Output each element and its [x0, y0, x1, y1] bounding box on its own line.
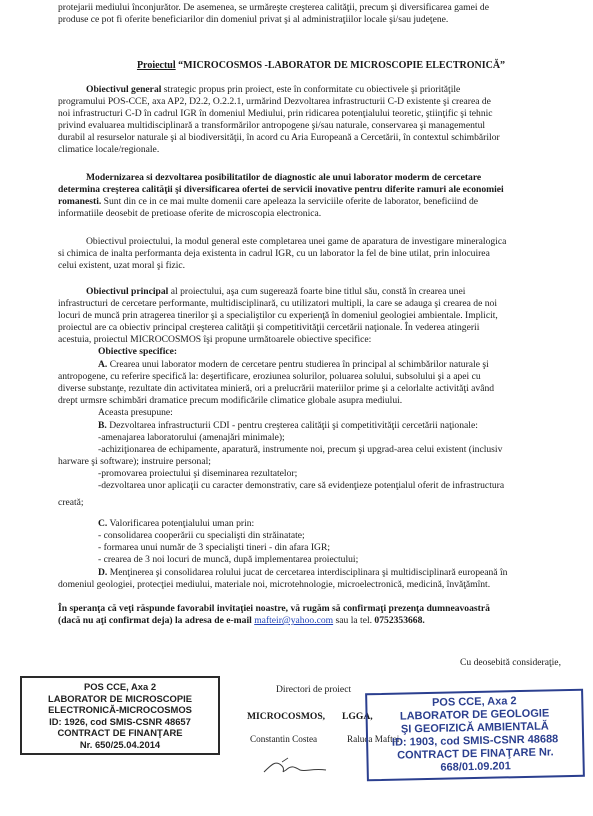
paragraph-line: Aceasta presupune:	[98, 407, 173, 419]
paragraph-line: programului POS-CCE, axa AP2, D2.2, O.2.2.1, urmărind Dezvoltarea infrastructurii C-D existente şi crearea de	[58, 96, 491, 108]
project-title	[58, 60, 584, 72]
project-title-prefix: Proiectul	[136, 60, 176, 71]
stamp-line: ŞI GEOFIZICĂ AMBIENTALĂ	[400, 720, 549, 736]
paragraph-line: Dezvoltarea infrastructurii CDI - pentru creşterea calităţii şi competitivităţii cercetării naţionale:	[106, 420, 478, 431]
project-title-name: “MICROCOSMOS -LABORATOR DE MICROSCOPIE ELECTRONICĂ”	[178, 60, 506, 71]
list-item: -amenajarea laboratorului (amenajări minimale);	[98, 432, 285, 444]
list-item: - crearea de 3 noi locuri de muncă, după implementarea proiectului;	[98, 554, 359, 566]
paragraph-line: privind evaluarea multidisciplinară a transformărilor antropogene şi/sau naturale, conservarea şi managementul	[58, 120, 486, 132]
stamp-lgga	[365, 689, 585, 782]
regards-text: Cu deosebită consideraţie,	[460, 657, 561, 668]
paragraph-line: domeniul geologiei, protecţiei mediului, materiale noi, microtehnologie, microelectronică, medicină, învăţămînt.	[58, 579, 491, 591]
stamp-line: LABORATOR DE MICROSCOPIE	[48, 692, 192, 704]
list-item: - formarea unui număr de 3 specialişti tineri - din afara IGR;	[98, 542, 331, 554]
paragraph-line: noi infrastructuri C-D în cadrul IGR în domeniul Mediului, prin ridicarea potenţialului teoretic, ştiinţific şi tehnic	[58, 108, 493, 120]
main-objective-lead: Obiectivul principal	[86, 286, 169, 297]
objective-d-label: D.	[98, 567, 108, 578]
paragraph-line: .	[422, 615, 425, 627]
paragraph-line: Sunt din ce in ce mai multe domenii care apeleaza la serviciile oferite de laborator, beneficiind de	[101, 196, 479, 208]
paragraph-line: locuri de muncă prin atragerea tinerilor şi a specialiştilor cu experienţă în domeniul geologiei ambientale. Implicit,	[58, 310, 498, 322]
paragraph-line: antropogene, cu referire specifică la: deşertificare, eroziunea solurilor, poluarea solului, subsolului şi a apei cu	[58, 371, 481, 383]
paragraph-line: Menţinerea şi consolidarea rolului jucat de cercetarea interdisciplinara şi multidisciplinară europeană în	[107, 567, 508, 578]
general-objective-lead: Obiectivul general	[86, 84, 162, 95]
stamp-line: Nr. 650/25.04.2014	[79, 738, 161, 750]
main-objective-paragraph	[58, 286, 584, 359]
objective-a-paragraph	[58, 359, 584, 419]
paragraph-line: al proiectului, aşa cum sugerează foarte bine titlul său, constă în crearea unei	[168, 286, 466, 297]
stamp-line: ID: 1926, cod SMIS-CSNR 48657	[49, 715, 191, 727]
paragraph-line: În speranţa că veţi răspunde favorabil invitaţiei noastre, vă rugăm să confirmaţi prezenţa dumneavoastră	[58, 603, 490, 614]
intro-line: protejarii mediului înconjurător. De asemenea, se urmăreşte creşterea calităţii, precum şi diversificarea gamei de	[58, 2, 489, 13]
paragraph-line: acestuia, proiectul MICROCOSMOS îşi propune următoarele obiective specifice:	[58, 334, 372, 346]
stamp-microcosmos	[20, 676, 220, 755]
stamp-line: LABORATOR DE GEOLOGIE	[399, 707, 550, 723]
paragraph-line: infrastructuri de cercetare performante, multidisciplinară, cu utilizatori multipli, la care se adauga şi crearea de noi	[58, 298, 497, 310]
general-objective-paragraph	[58, 84, 584, 157]
partner-signature: LGGA,	[342, 711, 373, 722]
list-item: -dezvoltarea unor aplicaţii cu caracter demonstrativ, care să evidenţieze potenţialul oferit de infrastructura	[98, 480, 505, 492]
objective-b-paragraph	[58, 420, 584, 509]
director-name: Raluca Maftei	[347, 734, 400, 744]
objective-a-label: A.	[98, 359, 108, 370]
directors-label: Directori de proiect	[276, 684, 352, 695]
paragraph-line: romanesti.	[58, 196, 102, 208]
objective-b-label: B.	[98, 420, 107, 431]
list-item: -promovarea proiectului şi diseminarea rezultatelor;	[98, 468, 298, 480]
objective-d-paragraph	[58, 567, 584, 591]
paragraph-line: si chimica de inalta performanta deja existenta in cadrul IGR, cu un laborator la fel de bine utilat, prin inlocuirea	[58, 248, 490, 260]
paragraph-line: climatice locale/regionale.	[58, 144, 160, 156]
stamp-line: CONTRACT DE FINANŢARE	[57, 727, 183, 738]
paragraph-line: Modernizarea si dezvoltarea posibilitatilor de diagnostic ale unui laborator moderm de cercetare	[86, 172, 482, 183]
paragraph-line: determina creşterea calităţii şi diversificarea ofertei de servicii inovative pentru diferite ramuri ale economiei	[58, 184, 504, 196]
director-name: Constantin Costea	[250, 734, 318, 744]
paragraph-line: Obiectivul proiectului, la modul general este completarea unei game de aparatura de investigare mineralogica	[86, 236, 507, 247]
paragraph-line: Crearea unui laborator modern de cercetare pentru studierea în principal al schimbărilor naturale şi	[107, 359, 489, 370]
paragraph-line: proiectul are ca obiectiv principal creşterea calităţii şi competitivităţii cercetării naţionale. În vederea atingerii	[58, 322, 480, 334]
specific-objectives-heading: Obiective specifice:	[98, 346, 178, 358]
stamp-line: POS CCE, Axa 2	[431, 695, 517, 709]
intro-line: produse ce pot fi oferite beneficiarilor din domeniul privat şi al administraţiilor locale şi/sau judeţene.	[58, 14, 449, 26]
list-item: - consolidarea cooperării cu specialişti din străinatate;	[98, 530, 305, 542]
objective-c-paragraph	[58, 518, 584, 566]
paragraph-line: strategic propus prin proiect, este în conformitate cu obiectivele şi priorităţile	[161, 84, 461, 95]
objective-c-label: C.	[98, 518, 108, 529]
paragraph-line: sau la tel.	[333, 615, 375, 627]
paragraph-line: Valorificarea potenţialului uman prin:	[107, 518, 255, 529]
stamp-line: CONTRACT DE FINAŢARE Nr. 668/01.09.201	[397, 746, 554, 774]
phone-number: 0752353668	[374, 615, 423, 627]
paragraph-line: informatiile deosebit de pretioase oferite de microscopia electronica.	[58, 208, 322, 220]
paragraph-line: diverse substanţe, rezultate din activitatea minieră, ori a prelucrării materiilor prime şi a celorlalte activităţi având	[58, 383, 495, 395]
list-item: -achiziţionarea de echipamente, aparatură, instrumente noi, precum şi upgrad-area celui existent (inclusiv	[98, 444, 503, 456]
project-objective-paragraph	[58, 236, 584, 272]
paragraph-line: durabil al resurselor naturale şi al biodiversităţii, în acord cu Aria Europeană a Cercetării, în contextul schimbărilor	[58, 132, 500, 144]
modernization-paragraph	[58, 172, 584, 220]
stamp-line: ELECTRONICĂ-MICROCOSMOS	[48, 704, 192, 715]
project-name-signature: MICROCOSMOS,	[247, 711, 326, 722]
handwritten-signature-icon	[260, 750, 330, 780]
intro-paragraph	[58, 2, 584, 26]
stamp-line: POS CCE, Axa 2	[83, 681, 157, 692]
paragraph-line: drept urmsre schimbări dramatice precum modificările climatice globale asupra mediului.	[58, 395, 403, 407]
paragraph-line: celui existent, uzat moral şi fizic.	[58, 260, 186, 272]
stamp-line: ID: 1903, cod SMIS-CSNR 48688	[391, 733, 559, 749]
paragraph-line: (dacă nu aţi confirmat deja) la adresa de e-mail	[58, 615, 255, 627]
closing-paragraph	[58, 603, 584, 627]
email-link[interactable]: mafteir@yahoo.com	[254, 615, 334, 627]
list-item: creată;	[58, 496, 84, 508]
list-item: harware şi software); instruire personal;	[58, 456, 211, 468]
